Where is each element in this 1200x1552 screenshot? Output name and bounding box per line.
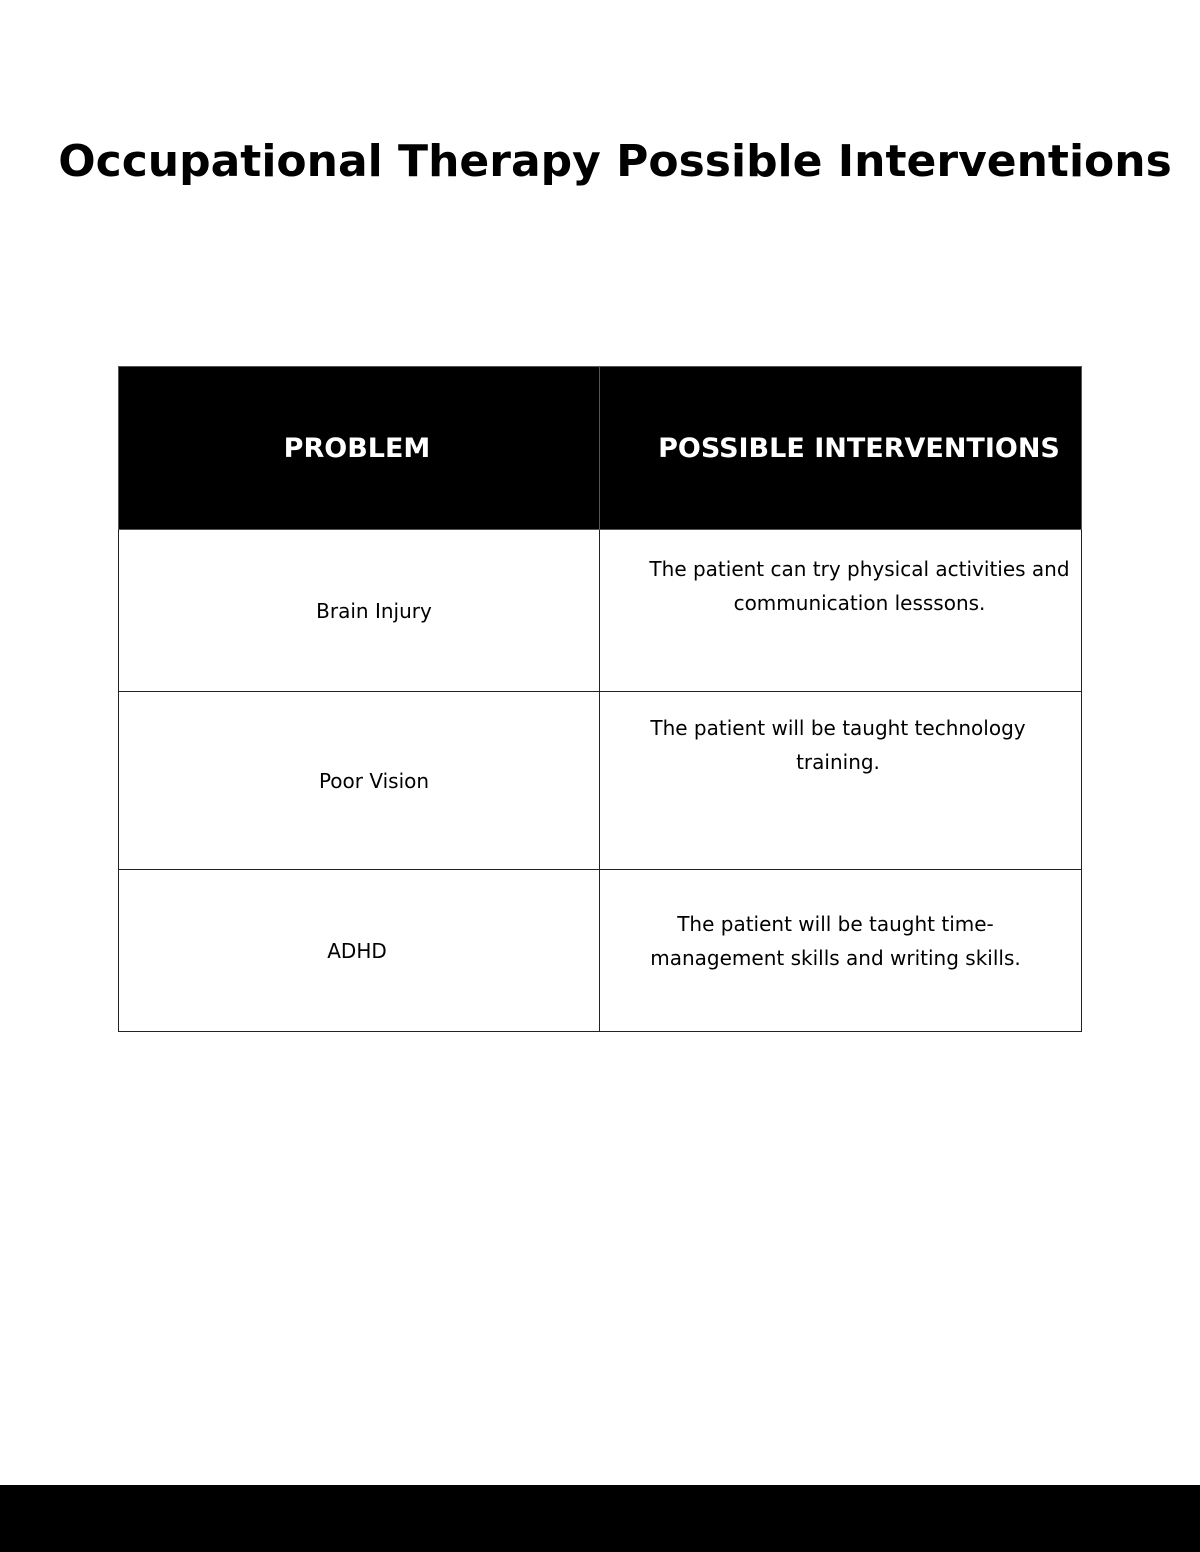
footer-bar [0, 1485, 1200, 1552]
page-title: Occupational Therapy Possible Interventions [58, 136, 1172, 187]
intervention-cell [600, 870, 1082, 1032]
header-possible-interventions: POSSIBLE INTERVENTIONS [600, 367, 1082, 530]
table-header-row [119, 367, 1082, 530]
intervention-text: The patient can try physical activities and communication lesssons. [649, 556, 1070, 615]
intervention-cell [600, 530, 1082, 692]
table-row [119, 870, 1082, 1032]
problem-cell [119, 870, 600, 1032]
table-row [119, 530, 1082, 692]
problem-text: Brain Injury [316, 598, 432, 623]
intervention-text: The patient will be taught technology training. [650, 715, 1026, 774]
interventions-table-container [118, 366, 1081, 1032]
problem-cell [119, 530, 600, 692]
problem-text: ADHD [327, 938, 387, 963]
problem-text: Poor Vision [318, 768, 430, 793]
problem-cell [119, 692, 600, 870]
intervention-text: The patient will be taught time-management skills and writing skills. [650, 911, 1021, 970]
table-row [119, 692, 1082, 870]
interventions-table [118, 366, 1082, 1032]
header-problem: PROBLEM [119, 367, 600, 530]
intervention-cell [600, 692, 1082, 870]
